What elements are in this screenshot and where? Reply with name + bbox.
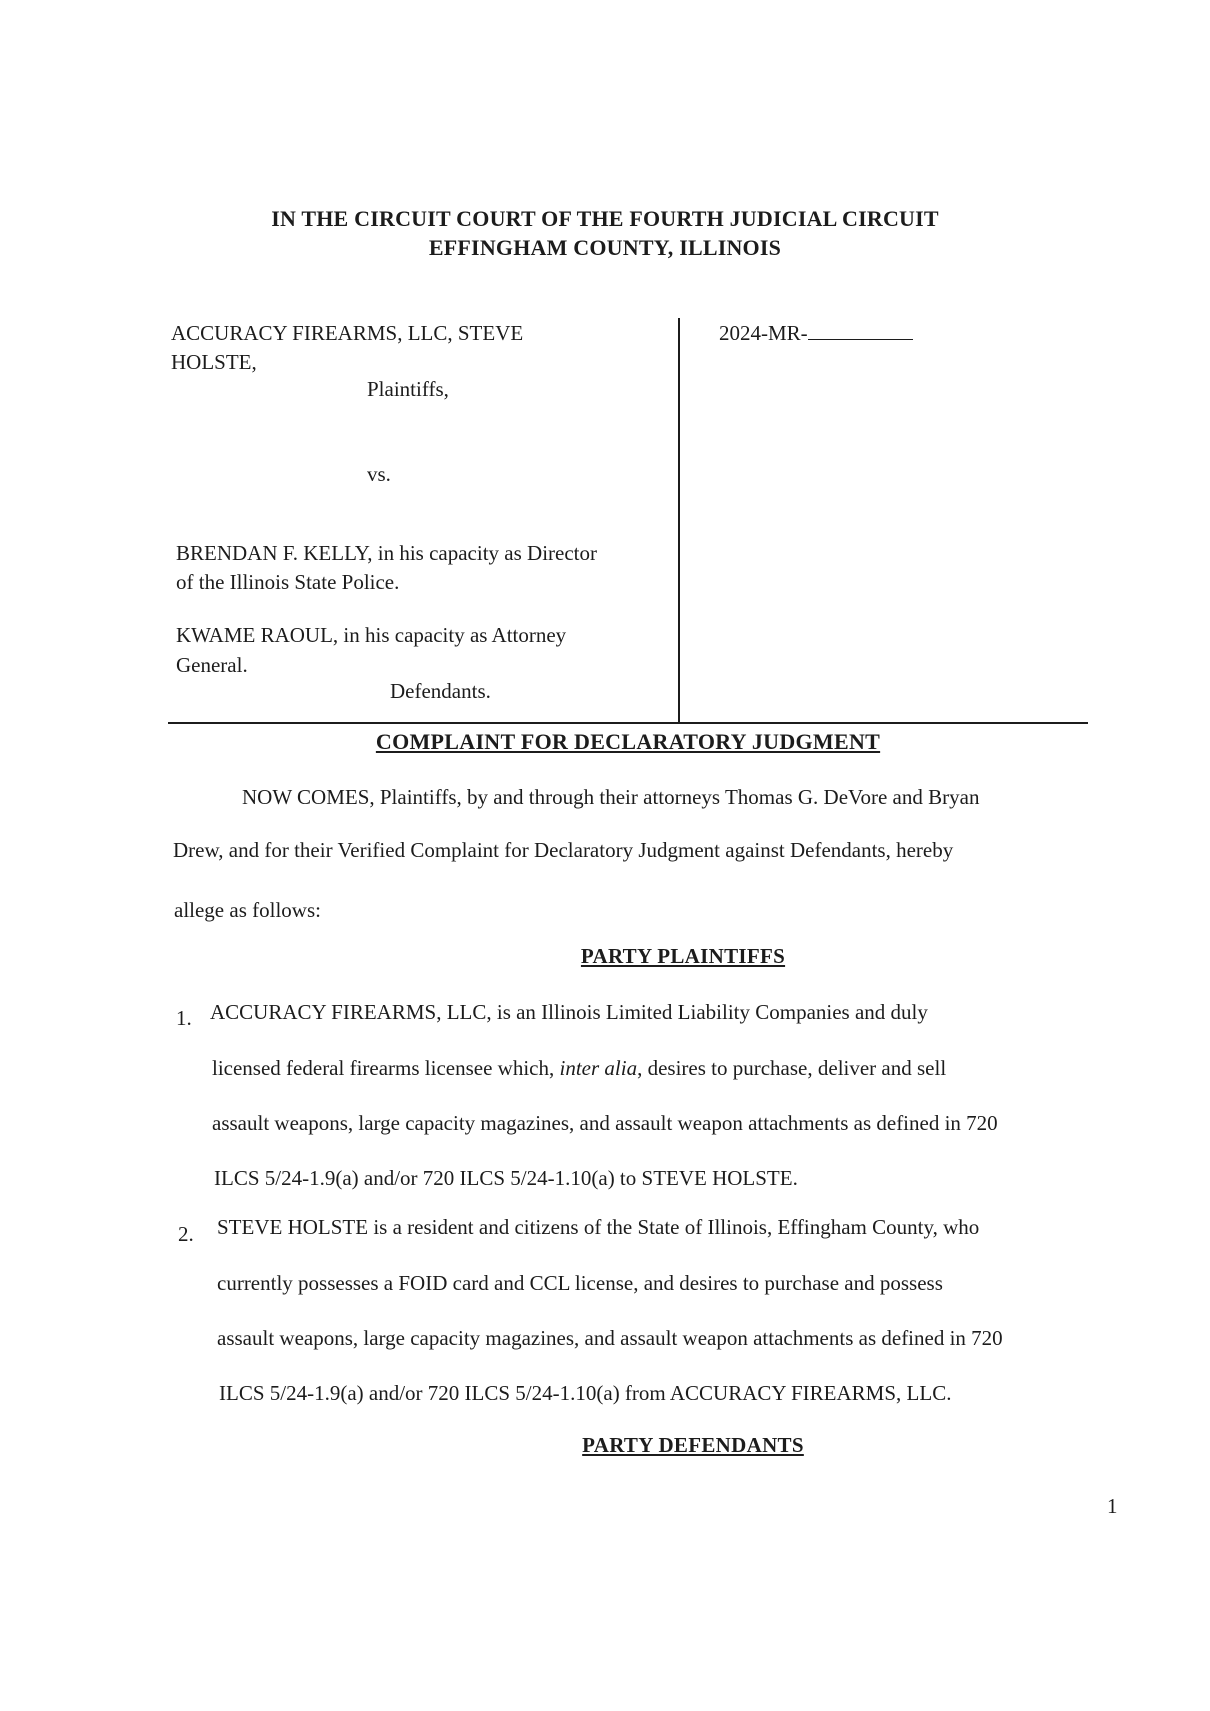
document-title: COMPLAINT FOR DECLARATORY JUDGMENT bbox=[375, 729, 881, 754]
versus-label: vs. bbox=[367, 462, 391, 486]
paragraph-number: 1. bbox=[176, 1006, 192, 1030]
intro-line3: allege as follows: bbox=[174, 898, 321, 922]
page-number: 1 bbox=[1107, 1494, 1118, 1518]
defendants-label: Defendants. bbox=[390, 679, 491, 703]
section-heading-defendants: PARTY DEFENDANTS bbox=[582, 1433, 804, 1457]
plaintiffs-names-line2: HOLSTE, bbox=[171, 350, 257, 374]
section-heading-plaintiffs: PARTY PLAINTIFFS bbox=[580, 944, 786, 968]
court-name: IN THE CIRCUIT COURT OF THE FOURTH JUDICIAL CIRCUIT bbox=[271, 206, 939, 231]
caption-horizontal-divider bbox=[168, 722, 1088, 724]
plaintiffs-label: Plaintiffs, bbox=[367, 377, 449, 401]
intro-line2: Drew, and for their Verified Complaint for Declaratory Judgment against Defendants, hereby bbox=[173, 838, 954, 862]
plaintiffs-names-line1: ACCURACY FIREARMS, LLC, STEVE bbox=[171, 321, 524, 345]
paragraph-2-line1: STEVE HOLSTE is a resident and citizens of the State of Illinois, Effingham County, who bbox=[217, 1215, 980, 1239]
intro-line1: NOW COMES, Plaintiffs, by and through their attorneys Thomas G. DeVore and Bryan bbox=[242, 785, 980, 809]
paragraph-number: 2. bbox=[178, 1222, 194, 1246]
defendant-raoul-line1: KWAME RAOUL, in his capacity as Attorney bbox=[176, 623, 567, 647]
paragraph-1-line2-before: licensed federal firearms licensee which, bbox=[212, 1056, 560, 1080]
paragraph-1-line2-after: , desires to purchase, deliver and sell bbox=[637, 1056, 947, 1080]
paragraph-2-line2: currently possesses a FOID card and CCL license, and desires to purchase and possess bbox=[217, 1271, 943, 1295]
case-number-blank bbox=[808, 321, 913, 340]
case-number bbox=[719, 318, 913, 348]
paragraph-1-line1: ACCURACY FIREARMS, LLC, is an Illinois Limited Liability Companies and duly bbox=[210, 1000, 928, 1024]
paragraph-1-line4: ILCS 5/24-1.9(a) and/or 720 ILCS 5/24-1.10(a) to STEVE HOLSTE. bbox=[214, 1166, 798, 1190]
caption-vertical-divider bbox=[678, 318, 680, 722]
case-number-prefix: 2024-MR- bbox=[719, 321, 808, 345]
defendant-raoul-line2: General. bbox=[176, 653, 248, 677]
paragraph-1-line2 bbox=[212, 1056, 946, 1081]
paragraph-2-line4: ILCS 5/24-1.9(a) and/or 720 ILCS 5/24-1.10(a) from ACCURACY FIREARMS, LLC. bbox=[219, 1381, 952, 1405]
defendant-kelly-line2: of the Illinois State Police. bbox=[176, 570, 400, 594]
paragraph-1-line3: assault weapons, large capacity magazines, and assault weapon attachments as defined in 720 bbox=[212, 1111, 998, 1135]
latin-phrase: inter alia bbox=[559, 1056, 638, 1080]
county-name: EFFINGHAM COUNTY, ILLINOIS bbox=[428, 235, 782, 260]
defendant-kelly-line1: BRENDAN F. KELLY, in his capacity as Director bbox=[176, 541, 598, 565]
paragraph-2-line3: assault weapons, large capacity magazines, and assault weapon attachments as defined in 720 bbox=[217, 1326, 1003, 1350]
